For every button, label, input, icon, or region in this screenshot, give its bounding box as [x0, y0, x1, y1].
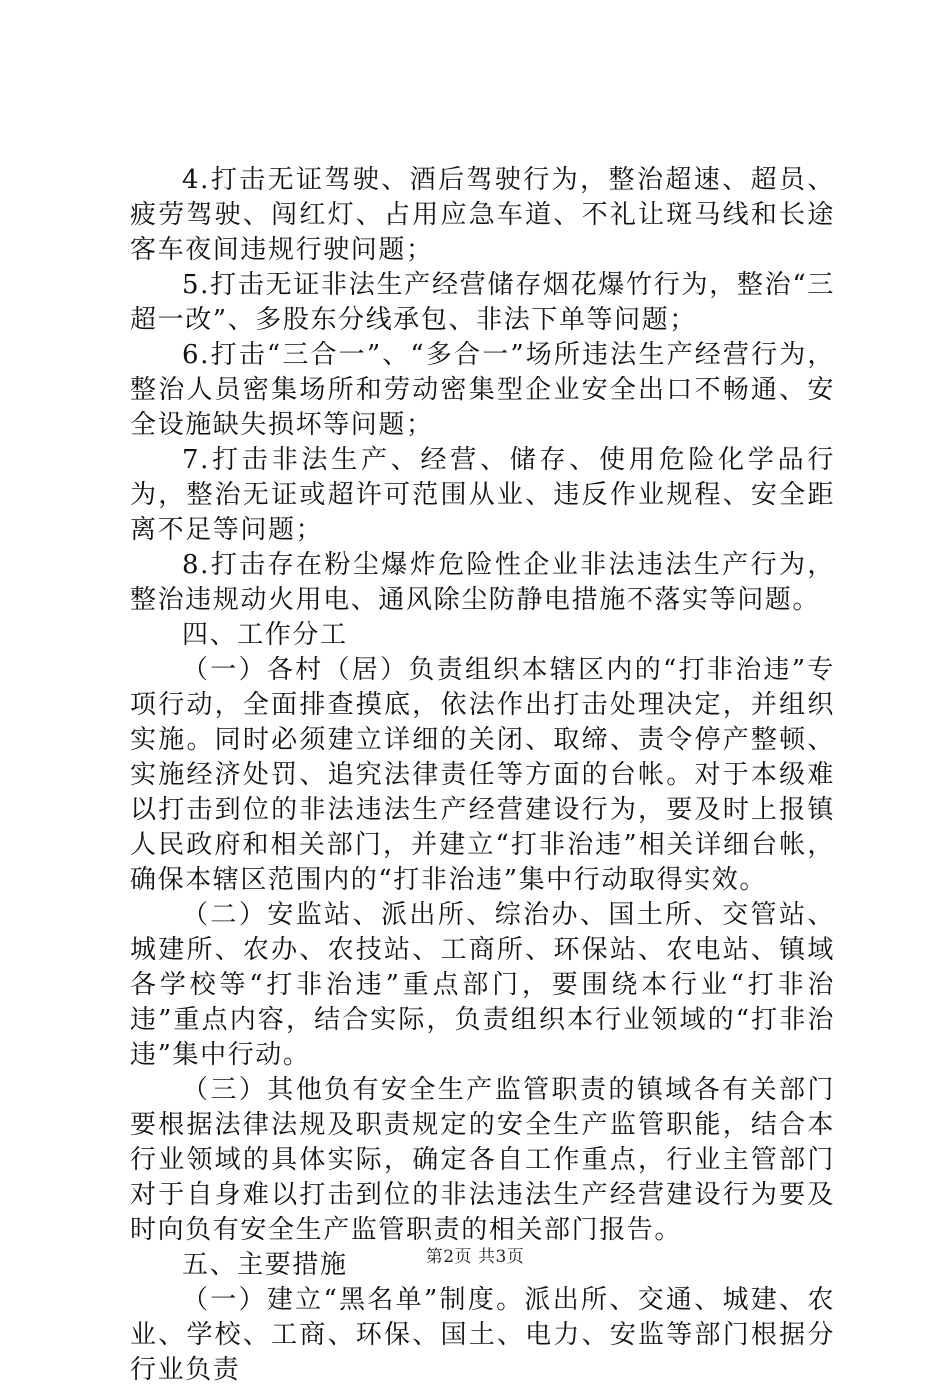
paragraph: （三）其他负有安全生产监管职责的镇域各有关部门要根据法律法规及职责规定的安全生产监管职能，结合本行业领域的具体实际，确定各自工作重点，行业主管部门对于自身难以打击到位的非法违法生产经营建设行为要及时向负有安全生产监管职责的相关部门报告。 — [130, 1075, 835, 1245]
section-heading-main-measures: 五、主要措施 — [182, 1250, 348, 1280]
paragraph: （一）各村（居）负责组织本辖区内的“打非治违”专项行动，全面排查摸底，依法作出打击处理决定，并组织实施。同时必须建立详细的关闭、取缔、责令停产整顿、实施经济处罚、追究法律责任等方面的台帐。对于本级难以打击到位的非法违法生产经营建设行为，要及时上报镇人民政府和相关部门，并建立“打非治违”相关详细台帐，确保本辖区范围内的“打非治违”集中行动取得实效。 — [130, 655, 835, 895]
document-body — [130, 163, 835, 1388]
list-item: 4.打击无证驾驶、酒后驾驶行为，整治超速、超员、疲劳驾驶、闯红灯、占用应急车道、不礼让斑马线和长途客车夜间违规行驶问题； — [130, 165, 835, 265]
page-number-footer: 第2页 共3页 — [425, 1247, 525, 1267]
list-item: 8.打击存在粉尘爆炸危险性企业非法违法生产行为，整治违规动火用电、通风除尘防静电措施不落实等问题。 — [130, 550, 835, 615]
section-heading-work-division: 四、工作分工 — [182, 620, 348, 650]
list-item: 6.打击“三合一”、“多合一”场所违法生产经营行为，整治人员密集场所和劳动密集型企业安全出口不畅通、安全设施缺失损坏等问题； — [130, 340, 835, 440]
paragraph: （一）建立“黑名单”制度。派出所、交通、城建、农业、学校、工商、环保、国土、电力、安监等部门根据分行业负责 — [130, 1285, 835, 1385]
list-item: 7.打击非法生产、经营、储存、使用危险化学品行为，整治无证或超许可范围从业、违反作业规程、安全距离不足等问题； — [130, 445, 835, 545]
paragraph: （二）安监站、派出所、综治办、国土所、交管站、城建所、农办、农技站、工商所、环保站、农电站、镇域各学校等“打非治违”重点部门，要围绕本行业“打非治违”重点内容，结合实际，负责组织本行业领域的“打非治违”集中行动。 — [130, 900, 835, 1070]
list-item: 5.打击无证非法生产经营储存烟花爆竹行为，整治“三超一改”、多股东分线承包、非法下单等问题； — [130, 270, 835, 335]
